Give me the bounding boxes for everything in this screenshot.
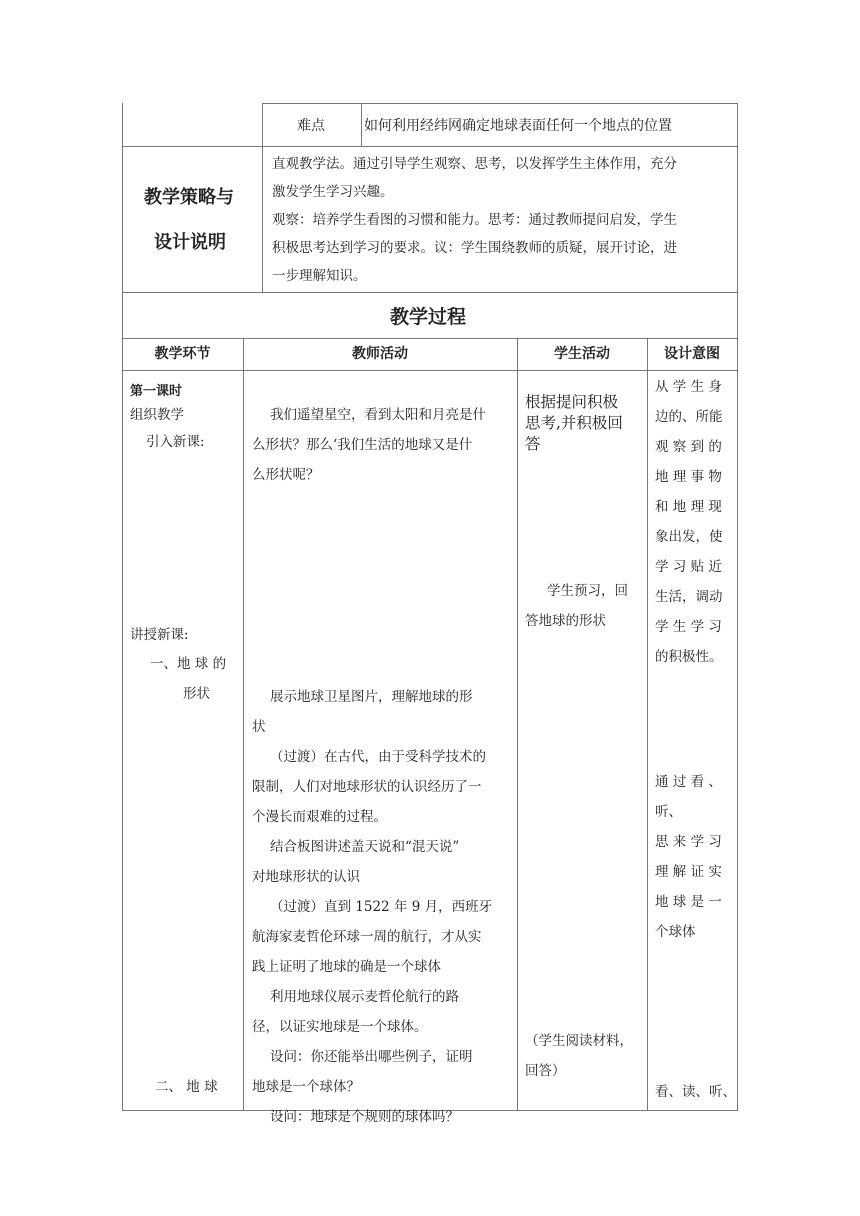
teacher-line: 么形状？那么‘我们生活的地球又是什	[252, 437, 473, 453]
topic2-label: 二、 地 球	[155, 1079, 218, 1095]
intent-line: 思 来 学 习	[655, 834, 722, 850]
rule-col-1	[243, 338, 244, 1111]
teacher-line: 对地球形状的认识	[252, 869, 360, 885]
student-line: 学生预习，回	[547, 583, 628, 599]
student-line: 根据提问积极	[525, 393, 619, 411]
intent-line: 的积极性。	[655, 649, 723, 665]
teacher-line: 么形状呢？	[252, 467, 320, 483]
rule-strategy-bottom	[122, 292, 738, 293]
rule-difficulty-bottom	[122, 146, 738, 147]
teacher-line: 状	[252, 719, 266, 735]
teacher-body	[252, 682, 514, 1132]
difficulty-content: 如何利用经纬网确定地球表面任何一个地点的位置	[364, 118, 672, 134]
teacher-line: 设问：地球是个规则的球体吗？	[270, 1109, 459, 1125]
teacher-line: 结合板图讲述盖天说和“混天说”	[270, 839, 460, 855]
intent-line: 通 过 看 、	[655, 774, 722, 790]
intent-line: 听、	[655, 804, 682, 820]
teacher-line: 个漫长而艰难的过程。	[252, 809, 387, 825]
rule-header-bottom	[122, 370, 738, 371]
student-line: 回答）	[525, 1063, 566, 1079]
teacher-line: 利用地球仪展示麦哲伦航行的路	[270, 989, 459, 1005]
student-line: 思考,并积极回	[525, 414, 623, 432]
teacher-line: 我们遥望星空，看到太阳和月亮是什	[270, 407, 486, 423]
strategy-heading-line1: 教学策略与	[144, 187, 234, 208]
teacher-line: 展示地球卫星图片，理解地球的形	[270, 689, 473, 705]
student-reading	[525, 1026, 645, 1086]
student-answer	[525, 392, 643, 455]
intent-line: 生活，调动	[655, 589, 723, 605]
lesson-label: 第一课时	[130, 384, 183, 399]
intent-first	[655, 372, 735, 672]
intent-line: 理 解 证 实	[655, 864, 722, 880]
header-stage: 教学环节	[154, 346, 211, 362]
intent-line: 地 理 事 物	[655, 469, 722, 485]
difficulty-label: 难点	[297, 118, 325, 134]
header-teacher: 教师活动	[352, 346, 408, 362]
intent-line: 学 习 贴 近	[655, 559, 722, 575]
teacher-line: 践上证明了地球的确是一个球体	[252, 959, 441, 975]
rule-left-border	[122, 103, 123, 1111]
intent-line: 边的、所能	[655, 409, 723, 425]
teacher-line: （过渡）直到 1522 年 9 月，西班牙	[270, 899, 493, 915]
strategy-line: 积极思考达到学习的要求。议：学生围绕教师的质疑，展开讨论，进	[272, 240, 677, 256]
student-line: （学生阅读材料，	[525, 1033, 633, 1049]
strategy-line: 直观教学法。通过引导学生观察、思考，以发挥学生主体作用，充分	[272, 156, 677, 172]
intent-line: 从 学 生 身	[655, 379, 722, 395]
intro-label: 引入新课:	[146, 434, 205, 450]
rule-right-border	[737, 103, 738, 1111]
teacher-line: （过渡）在古代，由于受科学技术的	[270, 749, 486, 765]
process-title: 教学过程	[390, 306, 467, 328]
student-preview	[525, 576, 643, 636]
intent-line: 地 球 是 一	[655, 894, 722, 910]
teacher-line: 限制，人们对地球形状的认识经历了一	[252, 779, 482, 795]
header-intent: 设计意图	[664, 346, 720, 362]
teacher-line: 径，以证实地球是一个球体。	[252, 1019, 428, 1035]
student-line: 答	[525, 435, 541, 453]
teacher-line: 地球是一个球体？	[252, 1079, 360, 1095]
topic1-line2: 形状	[183, 686, 210, 702]
teacher-line: 航海家麦哲伦环球一周的航行，才从实	[252, 929, 482, 945]
strategy-line: 观察：培养学生看图的习惯和能力。思考：通过教师提问启发，学生	[272, 212, 677, 228]
topic1-line1: 一、地 球 的	[150, 656, 227, 672]
rule-difficulty-top	[262, 103, 738, 104]
intent-line: 个球体	[655, 924, 696, 940]
intent-second	[655, 767, 735, 947]
student-line: 答地球的形状	[525, 613, 606, 629]
rule-difficulty-divider	[361, 103, 362, 147]
teach-label: 讲授新课:	[130, 627, 189, 643]
organize-label: 组织教学	[130, 407, 184, 423]
strategy-heading-line2: 设计说明	[154, 232, 226, 253]
header-student: 学生活动	[554, 346, 610, 362]
teacher-intro	[252, 400, 510, 490]
strategy-text	[272, 150, 732, 290]
teacher-line: 设问：你还能举出哪些例子，证明	[270, 1049, 473, 1065]
rule-col-2	[517, 338, 518, 1111]
intent-line: 象出发，使	[655, 529, 723, 545]
intent-third: 看、读、听、	[655, 1084, 736, 1100]
rule-upper-divider	[262, 103, 263, 293]
strategy-line: 激发学生学习兴趣。	[272, 184, 394, 200]
intent-line: 和 地 理 现	[655, 499, 722, 515]
rule-col-3	[647, 338, 648, 1111]
intent-line: 观 察 到 的	[655, 439, 722, 455]
rule-title-bottom	[122, 338, 738, 339]
intent-line: 学 生 学 习	[655, 619, 722, 635]
strategy-line: 一步理解知识。	[272, 268, 367, 284]
